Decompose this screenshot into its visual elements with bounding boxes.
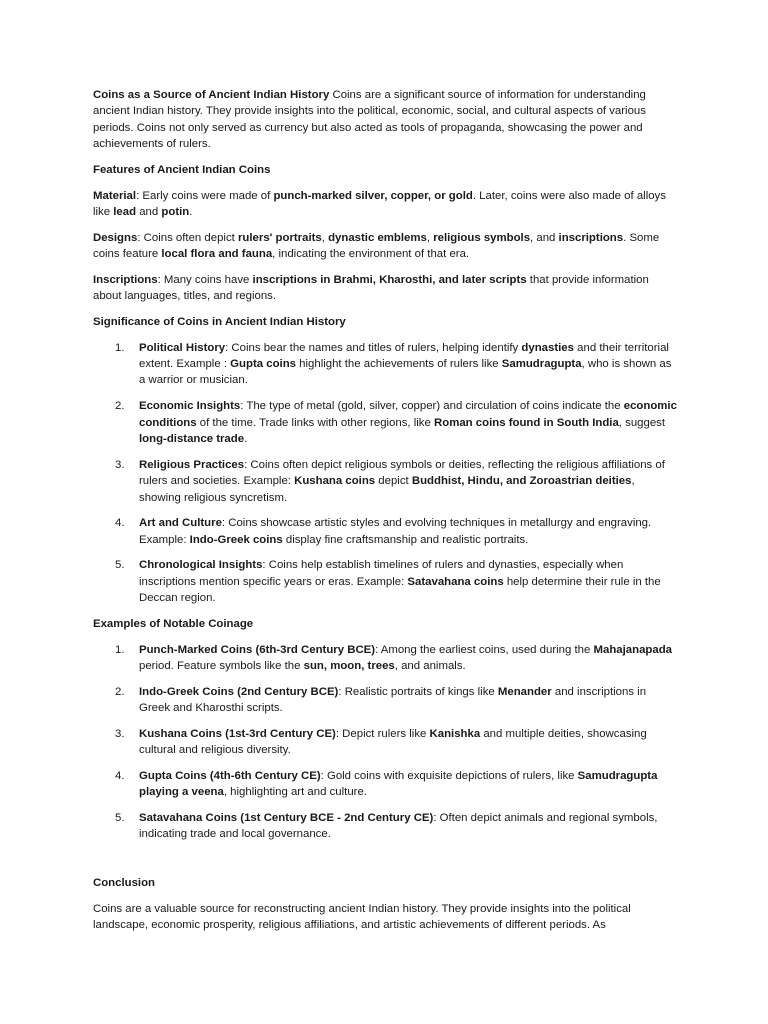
material-text: . Later, coins were also made of alloys like — [93, 189, 666, 219]
designs-paragraph — [93, 230, 677, 263]
item-text: : Realistic portraits of kings like — [338, 685, 498, 698]
list-item — [93, 515, 677, 548]
item-text: , showing religious syncretism. — [139, 475, 635, 504]
significance-list — [93, 340, 677, 607]
list-number: 5. — [115, 559, 125, 572]
material-text: : Early coins were made of — [136, 189, 274, 202]
item-bold: Gupta coins — [230, 358, 296, 371]
item-text: : Coins often depict religious symbols or deities, reflecting the religious affiliations of rulers and societies. Example: — [139, 458, 665, 488]
conclusion-paragraph: Coins are a valuable source for reconstructing ancient Indian history. They provide insights into the political landscape, economic prosperity, religious affiliations, and artistic achievements of different periods. As — [93, 902, 631, 932]
designs-bold: religious symbols — [433, 231, 531, 244]
list-item — [93, 457, 677, 506]
item-text: : Depict rulers like — [335, 727, 430, 740]
list-number: 1. — [115, 341, 125, 354]
item-text: , who is shown as a warrior or musician. — [139, 358, 672, 387]
material-label: Material — [93, 189, 137, 202]
item-label: Punch-Marked Coins (6th-3rd Century BCE) — [139, 643, 376, 656]
item-label: Indo-Greek Coins (2nd Century BCE) — [139, 685, 339, 698]
list-item — [93, 726, 677, 759]
item-text: : Coins bear the names and titles of rulers, helping identify — [225, 341, 522, 354]
material-bold: punch-marked silver, copper, or gold — [273, 189, 473, 202]
inscriptions-text: : Many coins have — [157, 273, 253, 286]
inscriptions-label: Inscriptions — [93, 273, 158, 286]
intro-text: Coins are a significant source of information for understanding ancient Indian history. They provide insights into the political, economic, social, and cultural aspects of various periods. Coins not only served as currency but also acted as tools of propaganda, showcasing the power and achievements of rulers. — [93, 89, 646, 151]
designs-bold: rulers' portraits — [238, 231, 322, 244]
list-number: 3. — [115, 458, 125, 471]
material-text: . — [189, 206, 193, 219]
designs-text: , indicating the environment of that era. — [272, 248, 470, 261]
item-bold: dynasties — [521, 341, 574, 354]
item-text: and inscriptions in Greek and Kharosthi scripts. — [139, 685, 647, 715]
item-bold: Buddhist, Hindu, and Zoroastrian deities — [411, 475, 632, 488]
item-bold: economic conditions — [139, 400, 677, 429]
examples-heading: Examples of Notable Coinage — [93, 617, 254, 630]
item-text: depict — [375, 475, 412, 488]
examples-list — [93, 642, 677, 843]
list-item — [93, 810, 677, 843]
list-item — [93, 340, 677, 389]
item-bold: Kushana coins — [294, 475, 376, 488]
designs-bold: dynastic emblems — [328, 231, 427, 244]
intro-paragraph — [93, 87, 677, 153]
designs-label: Designs — [93, 231, 138, 244]
item-text: , suggest — [618, 416, 666, 429]
item-text: of the time. Trade links with other regions, like — [196, 416, 435, 429]
inscriptions-text: that provide information about languages, titles, and regions. — [93, 273, 649, 303]
item-text: period. Feature symbols like the — [139, 659, 304, 672]
list-number: 4. — [115, 517, 125, 530]
item-label: Political History — [139, 341, 226, 354]
item-text: and multiple deities, showcasing cultural and religious diversity. — [139, 727, 647, 757]
item-text: . — [244, 432, 248, 445]
item-text: : Coins showcase artistic styles and evolving techniques in metallurgy and engraving. Example: — [139, 517, 652, 546]
designs-text: : Coins often depict — [137, 231, 238, 244]
significance-heading: Significance of Coins in Ancient Indian History — [93, 315, 346, 328]
list-item — [93, 398, 677, 447]
item-bold: Samudragupta — [501, 358, 582, 371]
list-number: 2. — [115, 400, 125, 413]
conclusion-heading: Conclusion — [93, 877, 156, 890]
list-number: 2. — [115, 685, 125, 698]
designs-text: . Some coins feature — [93, 231, 660, 261]
item-text: , and animals. — [394, 659, 466, 672]
material-bold: potin — [161, 206, 190, 219]
item-bold: Kanishka — [429, 727, 481, 740]
item-text: : Among the earliest coins, used during the — [375, 643, 594, 656]
item-text: : Coins help establish timelines of rulers and dynasties, especially when inscriptions mention specific years or eras. Example: — [139, 559, 624, 588]
item-label: Economic Insights — [139, 400, 241, 413]
list-item — [93, 557, 677, 606]
material-text: and — [136, 206, 162, 219]
item-text: help determine their rule in the Deccan region. — [139, 575, 661, 605]
inscriptions-paragraph — [93, 272, 677, 305]
item-text: and their territorial extent. Example : — [139, 341, 669, 371]
material-paragraph — [93, 188, 677, 221]
item-text: : The type of metal (gold, silver, copper) and circulation of coins indicate the — [240, 400, 624, 413]
item-bold: Samudragupta playing a veena — [139, 769, 658, 799]
item-text: , highlighting art and culture. — [223, 786, 367, 799]
material-bold: lead — [113, 206, 137, 219]
list-number: 1. — [115, 643, 125, 656]
item-label: Kushana Coins (1st-3rd Century CE) — [139, 727, 336, 740]
list-item — [93, 642, 677, 675]
item-label: Religious Practices — [139, 458, 245, 471]
list-number: 5. — [115, 811, 125, 824]
designs-text: , and — [530, 231, 559, 244]
features-heading: Features of Ancient Indian Coins — [93, 163, 271, 176]
item-label: Chronological Insights — [139, 559, 263, 572]
designs-text: , — [321, 231, 329, 244]
list-number: 4. — [115, 769, 125, 782]
item-bold: Indo-Greek coins — [189, 533, 283, 546]
item-bold: Roman coins found in South India — [434, 416, 619, 429]
list-item — [93, 684, 677, 717]
item-label: Art and Culture — [139, 517, 222, 530]
designs-bold: local flora and fauna — [161, 248, 273, 261]
designs-text: , — [426, 231, 434, 244]
designs-bold: inscriptions — [558, 231, 624, 244]
blank-line — [93, 852, 677, 875]
list-number: 3. — [115, 727, 125, 740]
item-text: display fine craftsmanship and realistic portraits. — [282, 533, 529, 546]
item-text: : Often depict animals and regional symbols, indicating trade and local governance. — [139, 811, 658, 841]
item-label: Satavahana Coins (1st Century BCE - 2nd Century CE) — [139, 811, 434, 824]
item-bold: Satavahana coins — [407, 575, 504, 588]
list-item — [93, 768, 677, 801]
item-text: : Gold coins with exquisite depictions of rulers, like — [320, 769, 578, 782]
item-label: Gupta Coins (4th-6th Century CE) — [139, 769, 321, 782]
item-bold: long-distance trade — [139, 432, 245, 445]
document-title: Coins as a Source of Ancient Indian History — [93, 89, 330, 101]
item-bold: Mahajanapada — [593, 643, 673, 656]
item-bold: Menander — [497, 685, 552, 698]
document-page — [93, 87, 677, 943]
item-bold: sun, moon, trees — [303, 659, 395, 672]
inscriptions-bold: inscriptions in Brahmi, Kharosthi, and later scripts — [252, 273, 527, 286]
item-text: highlight the achievements of rulers like — [296, 358, 502, 371]
